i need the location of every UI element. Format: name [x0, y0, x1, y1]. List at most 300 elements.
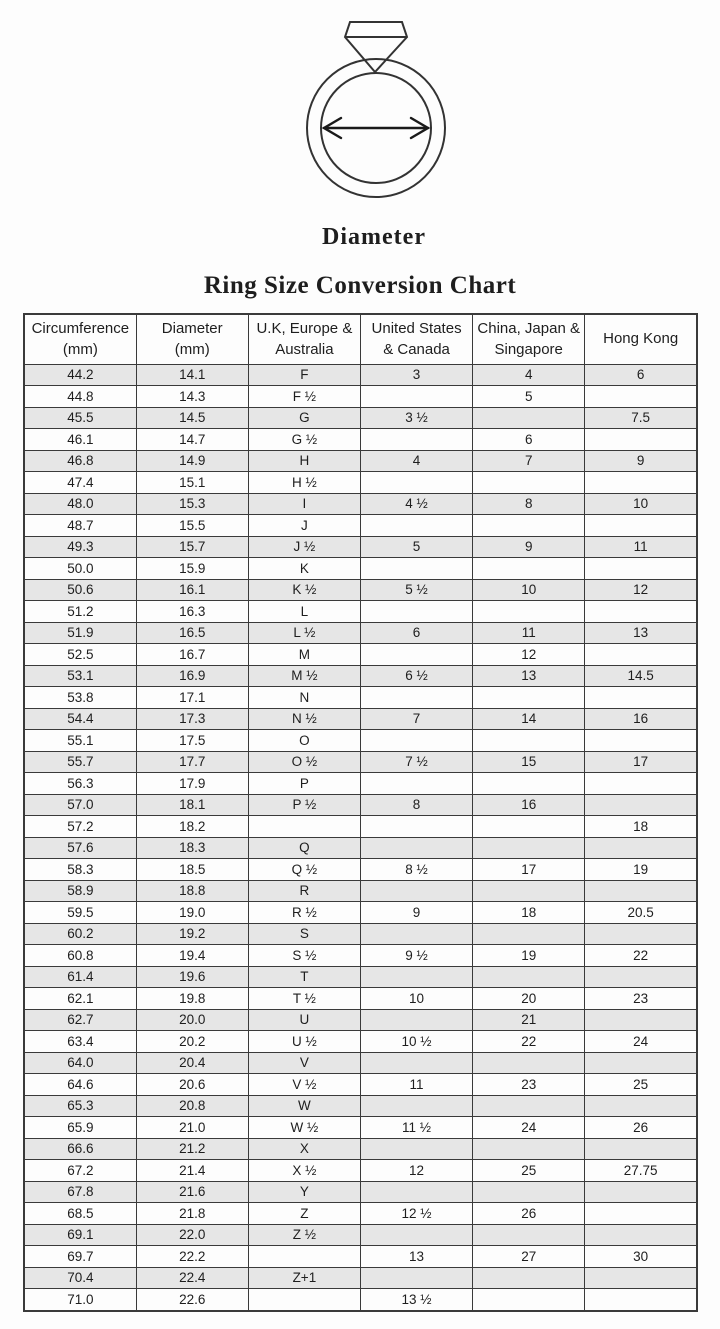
table-cell: H ½: [248, 472, 360, 494]
table-row: [24, 794, 697, 816]
table-cell: 27.75: [585, 1160, 697, 1182]
table-cell: Q: [248, 837, 360, 859]
table-cell: U: [248, 1009, 360, 1031]
table-cell: [585, 1203, 697, 1225]
table-row: [24, 1031, 697, 1053]
table-cell: 19.6: [136, 966, 248, 988]
table-cell: [360, 601, 472, 623]
column-header-line1: Diameter: [161, 319, 223, 337]
table-cell: 24: [473, 1117, 585, 1139]
table-cell: [473, 515, 585, 537]
table-cell: 12: [585, 579, 697, 601]
table-cell: [473, 837, 585, 859]
table-cell: N: [248, 687, 360, 709]
table-cell: 18: [585, 816, 697, 838]
table-cell: [360, 837, 472, 859]
table-cell: 14.3: [136, 386, 248, 408]
table-row: [24, 1160, 697, 1182]
table-cell: [585, 1095, 697, 1117]
table-row: [24, 579, 697, 601]
table-cell: 48.0: [24, 493, 136, 515]
table-cell: 52.5: [24, 644, 136, 666]
table-cell: 19.8: [136, 988, 248, 1010]
table-cell: W ½: [248, 1117, 360, 1139]
table-cell: 6: [585, 364, 697, 386]
table-cell: 22.0: [136, 1224, 248, 1246]
table-cell: 3 ½: [360, 407, 472, 429]
table-cell: M ½: [248, 665, 360, 687]
table-cell: 64.0: [24, 1052, 136, 1074]
table-row: [24, 536, 697, 558]
table-cell: 11 ½: [360, 1117, 472, 1139]
table-cell: 30: [585, 1246, 697, 1268]
table-cell: Z: [248, 1203, 360, 1225]
table-cell: 16.7: [136, 644, 248, 666]
table-row: [24, 923, 697, 945]
table-row: [24, 450, 697, 472]
table-cell: 20.5: [585, 902, 697, 924]
table-cell: 10: [360, 988, 472, 1010]
column-header-line1: United States: [371, 319, 462, 337]
table-cell: 9 ½: [360, 945, 472, 967]
column-header-line1: Hong Kong: [603, 330, 679, 348]
table-cell: 68.5: [24, 1203, 136, 1225]
table-cell: O: [248, 730, 360, 752]
table-cell: [585, 1289, 697, 1312]
table-row: [24, 816, 697, 838]
table-cell: [360, 1052, 472, 1074]
table-cell: [360, 429, 472, 451]
table-row: [24, 687, 697, 709]
table-cell: 22: [585, 945, 697, 967]
table-row: [24, 988, 697, 1010]
table-cell: X ½: [248, 1160, 360, 1182]
table-row: [24, 1052, 697, 1074]
table-cell: [360, 644, 472, 666]
table-cell: L ½: [248, 622, 360, 644]
table-row: [24, 708, 697, 730]
table-cell: [585, 1009, 697, 1031]
table-cell: [360, 923, 472, 945]
table-cell: 18.2: [136, 816, 248, 838]
table-cell: 65.9: [24, 1117, 136, 1139]
table-cell: [360, 730, 472, 752]
table-cell: 46.1: [24, 429, 136, 451]
table-header: [24, 314, 697, 364]
table-row: [24, 1074, 697, 1096]
table-cell: F ½: [248, 386, 360, 408]
table-cell: 12: [360, 1160, 472, 1182]
diamond-ring-icon: [288, 8, 468, 213]
table-cell: 47.4: [24, 472, 136, 494]
table-cell: 6: [360, 622, 472, 644]
table-cell: 25: [585, 1074, 697, 1096]
table-cell: 63.4: [24, 1031, 136, 1053]
table-cell: 24: [585, 1031, 697, 1053]
table-cell: [473, 773, 585, 795]
table-row: [24, 622, 697, 644]
table-cell: 23: [585, 988, 697, 1010]
table-cell: 22: [473, 1031, 585, 1053]
table-row: [24, 1138, 697, 1160]
table-cell: W: [248, 1095, 360, 1117]
table-cell: 58.3: [24, 859, 136, 881]
table-cell: [585, 515, 697, 537]
table-cell: 9: [585, 450, 697, 472]
table-cell: 51.9: [24, 622, 136, 644]
table-cell: [360, 1267, 472, 1289]
table-cell: J ½: [248, 536, 360, 558]
table-row: [24, 386, 697, 408]
table-cell: R: [248, 880, 360, 902]
table-cell: [585, 837, 697, 859]
table-cell: 58.9: [24, 880, 136, 902]
table-cell: 48.7: [24, 515, 136, 537]
table-cell: [473, 730, 585, 752]
table-cell: 19.2: [136, 923, 248, 945]
column-header-3: [360, 314, 472, 364]
table-cell: [473, 966, 585, 988]
table-cell: U ½: [248, 1031, 360, 1053]
table-cell: 59.5: [24, 902, 136, 924]
table-cell: 14.5: [585, 665, 697, 687]
table-cell: 14.7: [136, 429, 248, 451]
table-cell: V ½: [248, 1074, 360, 1096]
table-cell: 6 ½: [360, 665, 472, 687]
table-cell: T ½: [248, 988, 360, 1010]
table-cell: 19: [585, 859, 697, 881]
table-cell: 21.8: [136, 1203, 248, 1225]
table-row: [24, 966, 697, 988]
table-cell: [360, 1181, 472, 1203]
column-header-line2: Singapore: [494, 341, 563, 359]
table-cell: 20.6: [136, 1074, 248, 1096]
table-cell: [585, 558, 697, 580]
table-cell: 61.4: [24, 966, 136, 988]
table-cell: [473, 601, 585, 623]
table-cell: 54.4: [24, 708, 136, 730]
table-cell: 15.9: [136, 558, 248, 580]
table-cell: 51.2: [24, 601, 136, 623]
table-cell: 15.7: [136, 536, 248, 558]
table-cell: [473, 472, 585, 494]
table-cell: [585, 601, 697, 623]
table-cell: X: [248, 1138, 360, 1160]
table-cell: 11: [585, 536, 697, 558]
table-cell: [473, 880, 585, 902]
table-cell: 17.9: [136, 773, 248, 795]
table-cell: 4 ½: [360, 493, 472, 515]
ring-size-conversion-table: [23, 313, 698, 1312]
table-cell: 57.2: [24, 816, 136, 838]
table-cell: G ½: [248, 429, 360, 451]
table-cell: 21.6: [136, 1181, 248, 1203]
table-cell: [360, 558, 472, 580]
table-cell: 21.4: [136, 1160, 248, 1182]
table-cell: [585, 644, 697, 666]
table-row: [24, 1289, 697, 1312]
table-cell: G: [248, 407, 360, 429]
table-cell: 14.9: [136, 450, 248, 472]
table-row: [24, 472, 697, 494]
table-cell: [360, 1224, 472, 1246]
table-row: [24, 665, 697, 687]
column-header-0: [24, 314, 136, 364]
column-header-line1: U.K, Europe &: [256, 319, 353, 337]
table-cell: 53.1: [24, 665, 136, 687]
table-cell: [585, 1267, 697, 1289]
table-cell: 15.3: [136, 493, 248, 515]
chart-title: Ring Size Conversion Chart: [203, 272, 517, 299]
table-cell: 7: [360, 708, 472, 730]
table-row: [24, 773, 697, 795]
table-cell: 44.8: [24, 386, 136, 408]
column-header-1: [136, 314, 248, 364]
table-cell: 16.5: [136, 622, 248, 644]
diameter-arrow-icon: [324, 118, 428, 138]
table-cell: 17.7: [136, 751, 248, 773]
table-cell: 14.1: [136, 364, 248, 386]
table-row: [24, 515, 697, 537]
table-cell: 16.1: [136, 579, 248, 601]
table-cell: [585, 966, 697, 988]
table-cell: 50.0: [24, 558, 136, 580]
table-cell: 70.4: [24, 1267, 136, 1289]
table-cell: [248, 1246, 360, 1268]
table-cell: [473, 558, 585, 580]
table-cell: [473, 1138, 585, 1160]
column-header-line2: (mm): [174, 341, 210, 359]
table-cell: [360, 816, 472, 838]
table-cell: 20: [473, 988, 585, 1010]
table-cell: 21.2: [136, 1138, 248, 1160]
table-cell: Z+1: [248, 1267, 360, 1289]
table-cell: 21.0: [136, 1117, 248, 1139]
table-cell: N ½: [248, 708, 360, 730]
table-row: [24, 751, 697, 773]
table-cell: [473, 1052, 585, 1074]
table-row: [24, 837, 697, 859]
table-cell: [360, 515, 472, 537]
table-cell: 17.5: [136, 730, 248, 752]
column-header-line2: Australia: [275, 341, 334, 359]
table-cell: 67.2: [24, 1160, 136, 1182]
diameter-label: Diameter: [322, 224, 426, 250]
table-cell: 13: [360, 1246, 472, 1268]
table-cell: 20.8: [136, 1095, 248, 1117]
table-cell: J: [248, 515, 360, 537]
table-cell: T: [248, 966, 360, 988]
table-cell: [585, 923, 697, 945]
table-cell: 7 ½: [360, 751, 472, 773]
table-cell: 11: [473, 622, 585, 644]
table-cell: 16: [473, 794, 585, 816]
table-cell: [473, 923, 585, 945]
table-cell: [585, 1138, 697, 1160]
table-cell: 17.3: [136, 708, 248, 730]
table-cell: [473, 407, 585, 429]
table-cell: 19.0: [136, 902, 248, 924]
table-cell: 4: [473, 364, 585, 386]
table-cell: 12 ½: [360, 1203, 472, 1225]
table-cell: 26: [473, 1203, 585, 1225]
table-cell: Z ½: [248, 1224, 360, 1246]
table-cell: [585, 880, 697, 902]
table-cell: 23: [473, 1074, 585, 1096]
table-cell: 62.1: [24, 988, 136, 1010]
table-cell: 60.2: [24, 923, 136, 945]
table-cell: 8: [360, 794, 472, 816]
table-body: [24, 364, 697, 1311]
table-cell: 69.7: [24, 1246, 136, 1268]
table-cell: 25: [473, 1160, 585, 1182]
table-cell: 11: [360, 1074, 472, 1096]
table-cell: [473, 1181, 585, 1203]
table-cell: V: [248, 1052, 360, 1074]
table-row: [24, 493, 697, 515]
table-cell: 50.6: [24, 579, 136, 601]
table-cell: O ½: [248, 751, 360, 773]
table-cell: [248, 816, 360, 838]
table-cell: L: [248, 601, 360, 623]
table-cell: [585, 472, 697, 494]
table-cell: 17: [585, 751, 697, 773]
table-cell: 20.4: [136, 1052, 248, 1074]
table-cell: Q ½: [248, 859, 360, 881]
table-cell: [585, 1181, 697, 1203]
table-cell: 14: [473, 708, 585, 730]
table-cell: 10: [473, 579, 585, 601]
table-cell: 15.5: [136, 515, 248, 537]
column-header-line1: Circumference: [31, 319, 130, 337]
table-cell: 7.5: [585, 407, 697, 429]
table-cell: 18.8: [136, 880, 248, 902]
table-cell: [360, 1138, 472, 1160]
table-cell: [585, 1052, 697, 1074]
table-cell: 64.6: [24, 1074, 136, 1096]
table-cell: [360, 880, 472, 902]
table-cell: [473, 816, 585, 838]
table-cell: 22.2: [136, 1246, 248, 1268]
table-cell: [360, 1095, 472, 1117]
table-cell: M: [248, 644, 360, 666]
table-cell: 14.5: [136, 407, 248, 429]
table-cell: 16.3: [136, 601, 248, 623]
table-row: [24, 407, 697, 429]
table-cell: 18.3: [136, 837, 248, 859]
table-cell: 5: [473, 386, 585, 408]
table-cell: 18.5: [136, 859, 248, 881]
table-cell: 66.6: [24, 1138, 136, 1160]
table-cell: [585, 773, 697, 795]
table-row: [24, 902, 697, 924]
table-cell: 62.7: [24, 1009, 136, 1031]
table-cell: 5: [360, 536, 472, 558]
table-cell: 46.8: [24, 450, 136, 472]
table-cell: 15.1: [136, 472, 248, 494]
table-cell: H: [248, 450, 360, 472]
table-row: [24, 429, 697, 451]
table-cell: 57.0: [24, 794, 136, 816]
table-cell: [473, 1224, 585, 1246]
table-cell: 53.8: [24, 687, 136, 709]
table-cell: 21: [473, 1009, 585, 1031]
table-cell: 22.6: [136, 1289, 248, 1312]
table-cell: 18: [473, 902, 585, 924]
table-cell: 13: [473, 665, 585, 687]
table-cell: [360, 472, 472, 494]
table-cell: 7: [473, 450, 585, 472]
table-cell: [473, 1267, 585, 1289]
ring-illustration: [288, 8, 468, 213]
table-cell: 13 ½: [360, 1289, 472, 1312]
table-cell: 26: [585, 1117, 697, 1139]
table-cell: 13: [585, 622, 697, 644]
table-cell: F: [248, 364, 360, 386]
table-cell: 9: [360, 902, 472, 924]
table-cell: 44.2: [24, 364, 136, 386]
table-row: [24, 1267, 697, 1289]
table-cell: 20.0: [136, 1009, 248, 1031]
table-cell: 67.8: [24, 1181, 136, 1203]
table-row: [24, 1117, 697, 1139]
table-row: [24, 1203, 697, 1225]
table-row: [24, 1095, 697, 1117]
table-cell: [360, 687, 472, 709]
table-row: [24, 601, 697, 623]
table-cell: I: [248, 493, 360, 515]
table-cell: Y: [248, 1181, 360, 1203]
table-cell: 9: [473, 536, 585, 558]
table-row: [24, 1224, 697, 1246]
table-row: [24, 1246, 697, 1268]
column-header-2: [248, 314, 360, 364]
column-header-line2: (mm): [62, 341, 98, 359]
table-cell: 49.3: [24, 536, 136, 558]
table-cell: 22.4: [136, 1267, 248, 1289]
table-cell: 71.0: [24, 1289, 136, 1312]
table-cell: 55.1: [24, 730, 136, 752]
column-header-4: [473, 314, 585, 364]
table-cell: 4: [360, 450, 472, 472]
column-header-line2: & Canada: [383, 341, 450, 359]
table-cell: [585, 386, 697, 408]
table-row: [24, 644, 697, 666]
table-row: [24, 945, 697, 967]
table-cell: [360, 386, 472, 408]
table-cell: 16.9: [136, 665, 248, 687]
table-cell: 17.1: [136, 687, 248, 709]
table-cell: K ½: [248, 579, 360, 601]
table-row: [24, 1181, 697, 1203]
table-cell: 19: [473, 945, 585, 967]
table-cell: 8 ½: [360, 859, 472, 881]
table-row: [24, 730, 697, 752]
table-cell: [585, 730, 697, 752]
table-cell: 12: [473, 644, 585, 666]
table-cell: 65.3: [24, 1095, 136, 1117]
table-row: [24, 558, 697, 580]
table-cell: [360, 966, 472, 988]
table-cell: 20.2: [136, 1031, 248, 1053]
table-cell: K: [248, 558, 360, 580]
column-header-line1: China, Japan &: [477, 319, 580, 337]
table-cell: P: [248, 773, 360, 795]
table-cell: 55.7: [24, 751, 136, 773]
table-row: [24, 859, 697, 881]
table-cell: [473, 1289, 585, 1312]
table-row: [24, 880, 697, 902]
